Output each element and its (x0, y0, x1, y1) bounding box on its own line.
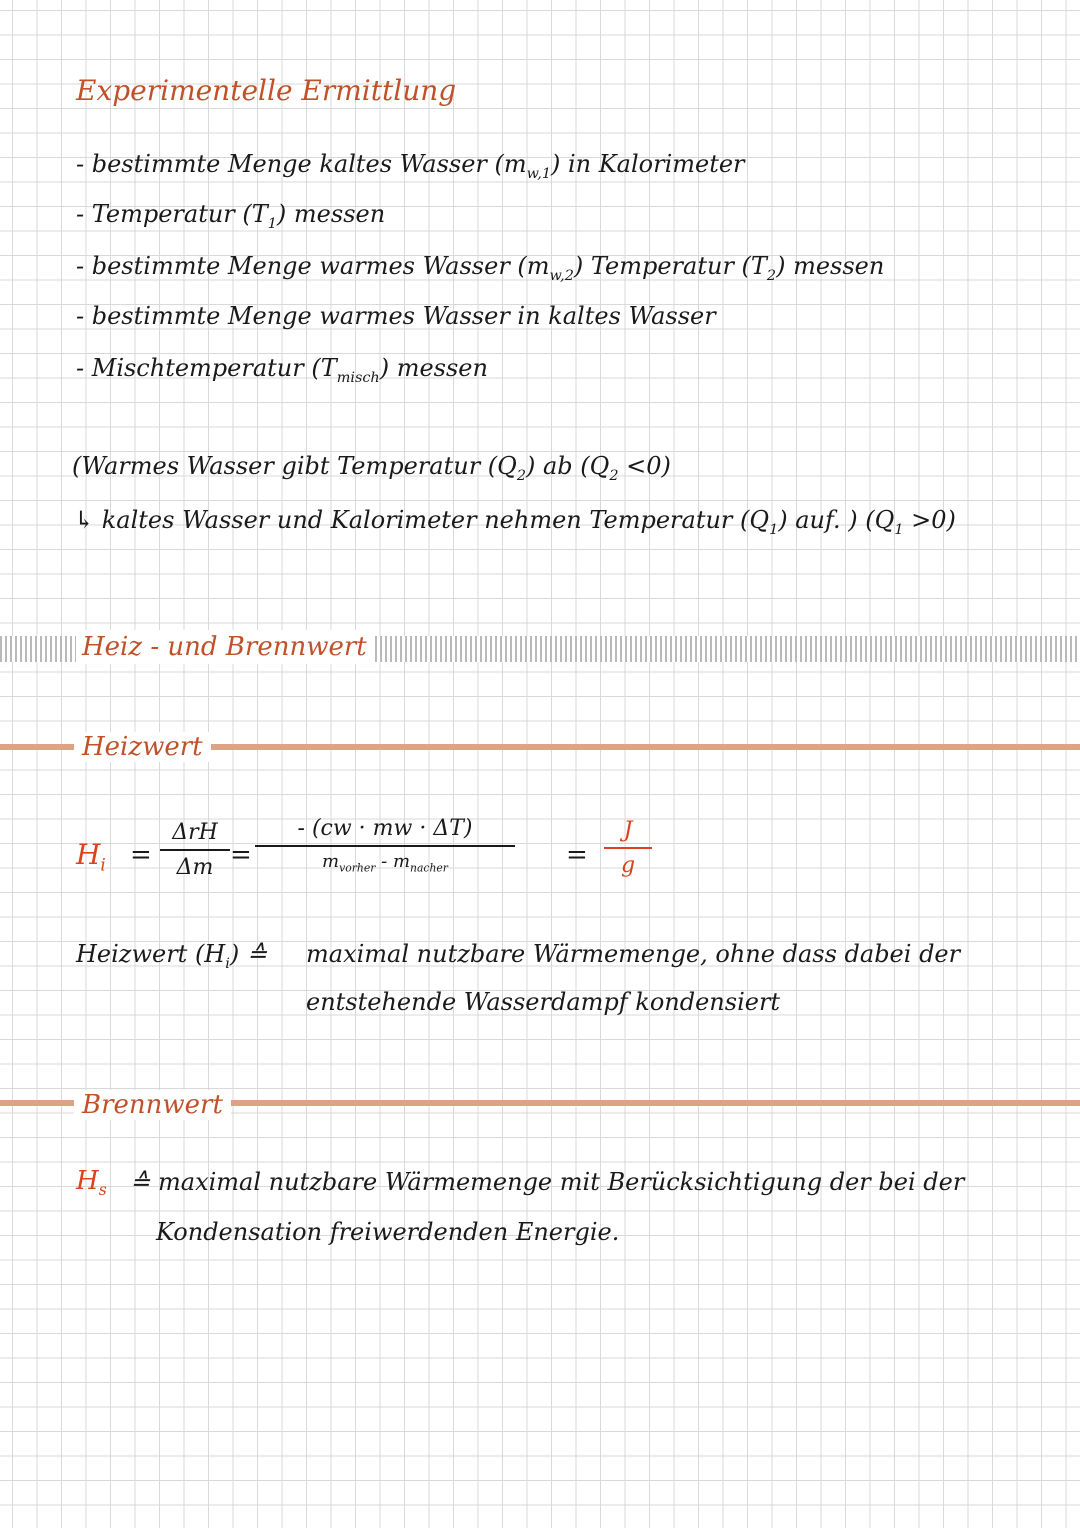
equals-sign: = (130, 840, 152, 870)
heizwert-title: Heizwert (74, 732, 211, 762)
list-item: - bestimmte Menge kaltes Wasser $(m_{w,1})$ in Kalorimeter (76, 150, 745, 182)
unit-fraction: J g (604, 818, 652, 878)
brennwert-definition-line: maximal nutzbare Wärmemenge mit Berücksichtigung der bei der (158, 1168, 965, 1196)
note-line: (Warmes Wasser gibt Temperatur $(Q_2)$ ab $(Q_2 <0)$ (72, 452, 671, 484)
fraction-enthalpy-per-mass: ΔrH Δm (160, 820, 230, 880)
list-item: - Temperatur $(T_1)$ messen (76, 200, 386, 232)
section-title-heiz-und-brennwert: Heiz - und Brennwert (76, 630, 373, 664)
heizwert-symbol: $H_i$ (76, 838, 106, 875)
corresponds-sign: ≙ (130, 1168, 151, 1196)
fraction-heat-formula: - (cw · mw · ΔT) $m_{vorher} - m_{nacher}$ (255, 816, 515, 875)
list-item: - bestimmte Menge warmes Wasser in kaltes Wasser (76, 302, 716, 330)
equals-sign: = (566, 840, 588, 870)
brennwert-title: Brennwert (74, 1090, 231, 1120)
heizwert-definition-label: Heizwert $(H_i)$ ≙ (76, 940, 267, 972)
list-item: - bestimmte Menge warmes Wasser $(m_{w,2})$ Temperatur $(T_2)$ messen (76, 252, 885, 284)
section-title-experimentelle-ermittlung: Experimentelle Ermittlung (76, 74, 457, 107)
note-line: ↳ kaltes Wasser und Kalorimeter nehmen Temperatur $(Q_1)$ auf. ) $(Q_1 >0)$ (74, 506, 956, 538)
list-item: - Mischtemperatur $(T_{misch})$ messen (76, 354, 488, 386)
brennwert-symbol: $H_s$ (76, 1166, 107, 1200)
brennwert-definition-line: Kondensation freiwerdenden Energie. (156, 1218, 620, 1246)
heizwert-definition-line: entstehende Wasserdampf kondensiert (306, 988, 781, 1016)
heizwert-definition-line: maximal nutzbare Wärmemenge, ohne dass dabei der (306, 940, 961, 968)
equals-sign: = (230, 840, 252, 870)
